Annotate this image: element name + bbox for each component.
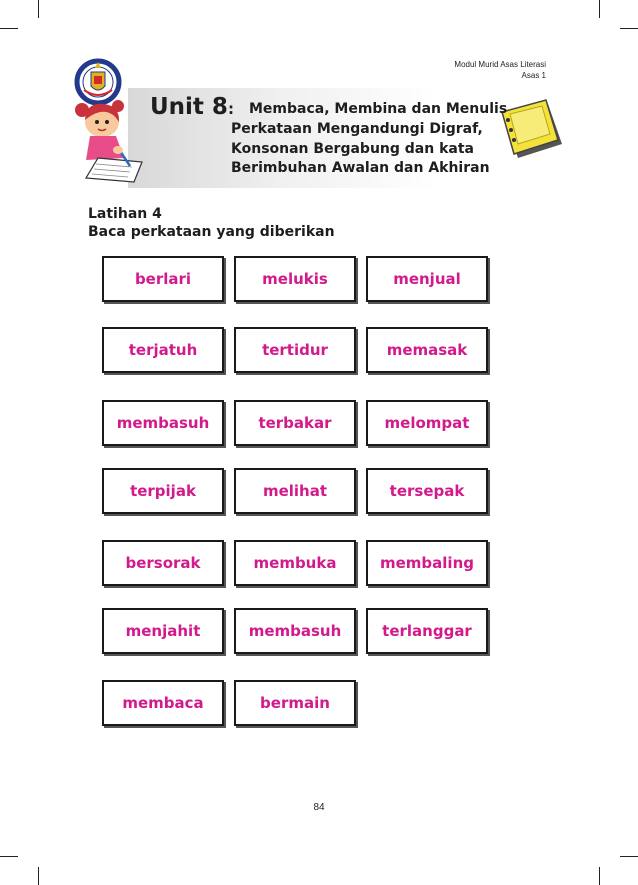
word-text: terbakar xyxy=(258,414,332,432)
word-text: bersorak xyxy=(125,554,201,572)
word-text: melukis xyxy=(262,270,328,288)
crop-mark xyxy=(599,0,600,18)
crop-mark xyxy=(38,867,39,885)
crop-mark xyxy=(38,0,39,18)
unit-number: Unit 8 xyxy=(150,94,228,120)
word-card xyxy=(102,540,224,586)
word-text: membasuh xyxy=(248,622,342,640)
word-card xyxy=(234,608,356,654)
module-level: Asas 1 xyxy=(521,71,546,80)
unit-colon: : xyxy=(227,100,234,118)
crop-mark xyxy=(599,867,600,885)
word-text: menjahit xyxy=(125,622,201,640)
word-text: tertidur xyxy=(262,341,328,359)
word-card xyxy=(234,468,356,514)
word-text: berlari xyxy=(134,270,192,288)
word-card xyxy=(234,327,356,373)
module-header xyxy=(454,59,546,81)
word-card xyxy=(366,256,488,302)
exercise-heading xyxy=(88,205,335,241)
crop-mark xyxy=(0,28,18,29)
word-text: menjual xyxy=(393,270,461,288)
exercise-instruction: Baca perkataan yang diberikan xyxy=(88,224,335,240)
word-text: terlanggar xyxy=(382,622,472,640)
word-card xyxy=(234,400,356,446)
word-card xyxy=(102,256,224,302)
page-number: 84 xyxy=(313,802,325,813)
word-card xyxy=(102,327,224,373)
crop-mark xyxy=(0,856,18,857)
word-text: membaling xyxy=(380,554,474,572)
word-text: membasuh xyxy=(116,414,210,432)
word-card xyxy=(366,540,488,586)
word-card xyxy=(102,680,224,726)
word-card xyxy=(366,327,488,373)
word-text: melihat xyxy=(262,482,328,500)
word-card xyxy=(366,400,488,446)
unit-title xyxy=(150,94,234,120)
word-text: tersepak xyxy=(389,482,465,500)
word-text: memasak xyxy=(386,341,468,359)
word-card xyxy=(366,608,488,654)
word-text: terpijak xyxy=(130,482,196,500)
module-name: Modul Murid Asas Literasi xyxy=(454,60,546,69)
unit-subtitle-line: Perkataan Mengandungi Digraf, xyxy=(231,121,483,137)
crop-mark xyxy=(620,28,638,29)
exercise-title: Latihan 4 xyxy=(88,206,162,222)
word-card xyxy=(102,608,224,654)
unit-subtitle-line: Konsonan Bergabung dan kata xyxy=(231,140,474,157)
unit-subtitle-line: Membaca, Membina dan Menulis xyxy=(249,101,508,117)
word-text: membaca xyxy=(122,694,204,712)
word-text: melompat xyxy=(384,414,470,432)
word-card xyxy=(234,256,356,302)
word-text: terjatuh xyxy=(128,341,198,359)
word-card xyxy=(366,468,488,514)
word-card xyxy=(102,400,224,446)
word-card xyxy=(234,540,356,586)
word-card xyxy=(102,468,224,514)
girl-writing-illustration xyxy=(72,98,154,190)
unit-subtitle-line: Berimbuhan Awalan dan Akhiran xyxy=(231,160,490,176)
word-text: membuka xyxy=(253,554,337,572)
word-card xyxy=(234,680,356,726)
crop-mark xyxy=(620,856,638,857)
word-text: bermain xyxy=(260,694,330,712)
